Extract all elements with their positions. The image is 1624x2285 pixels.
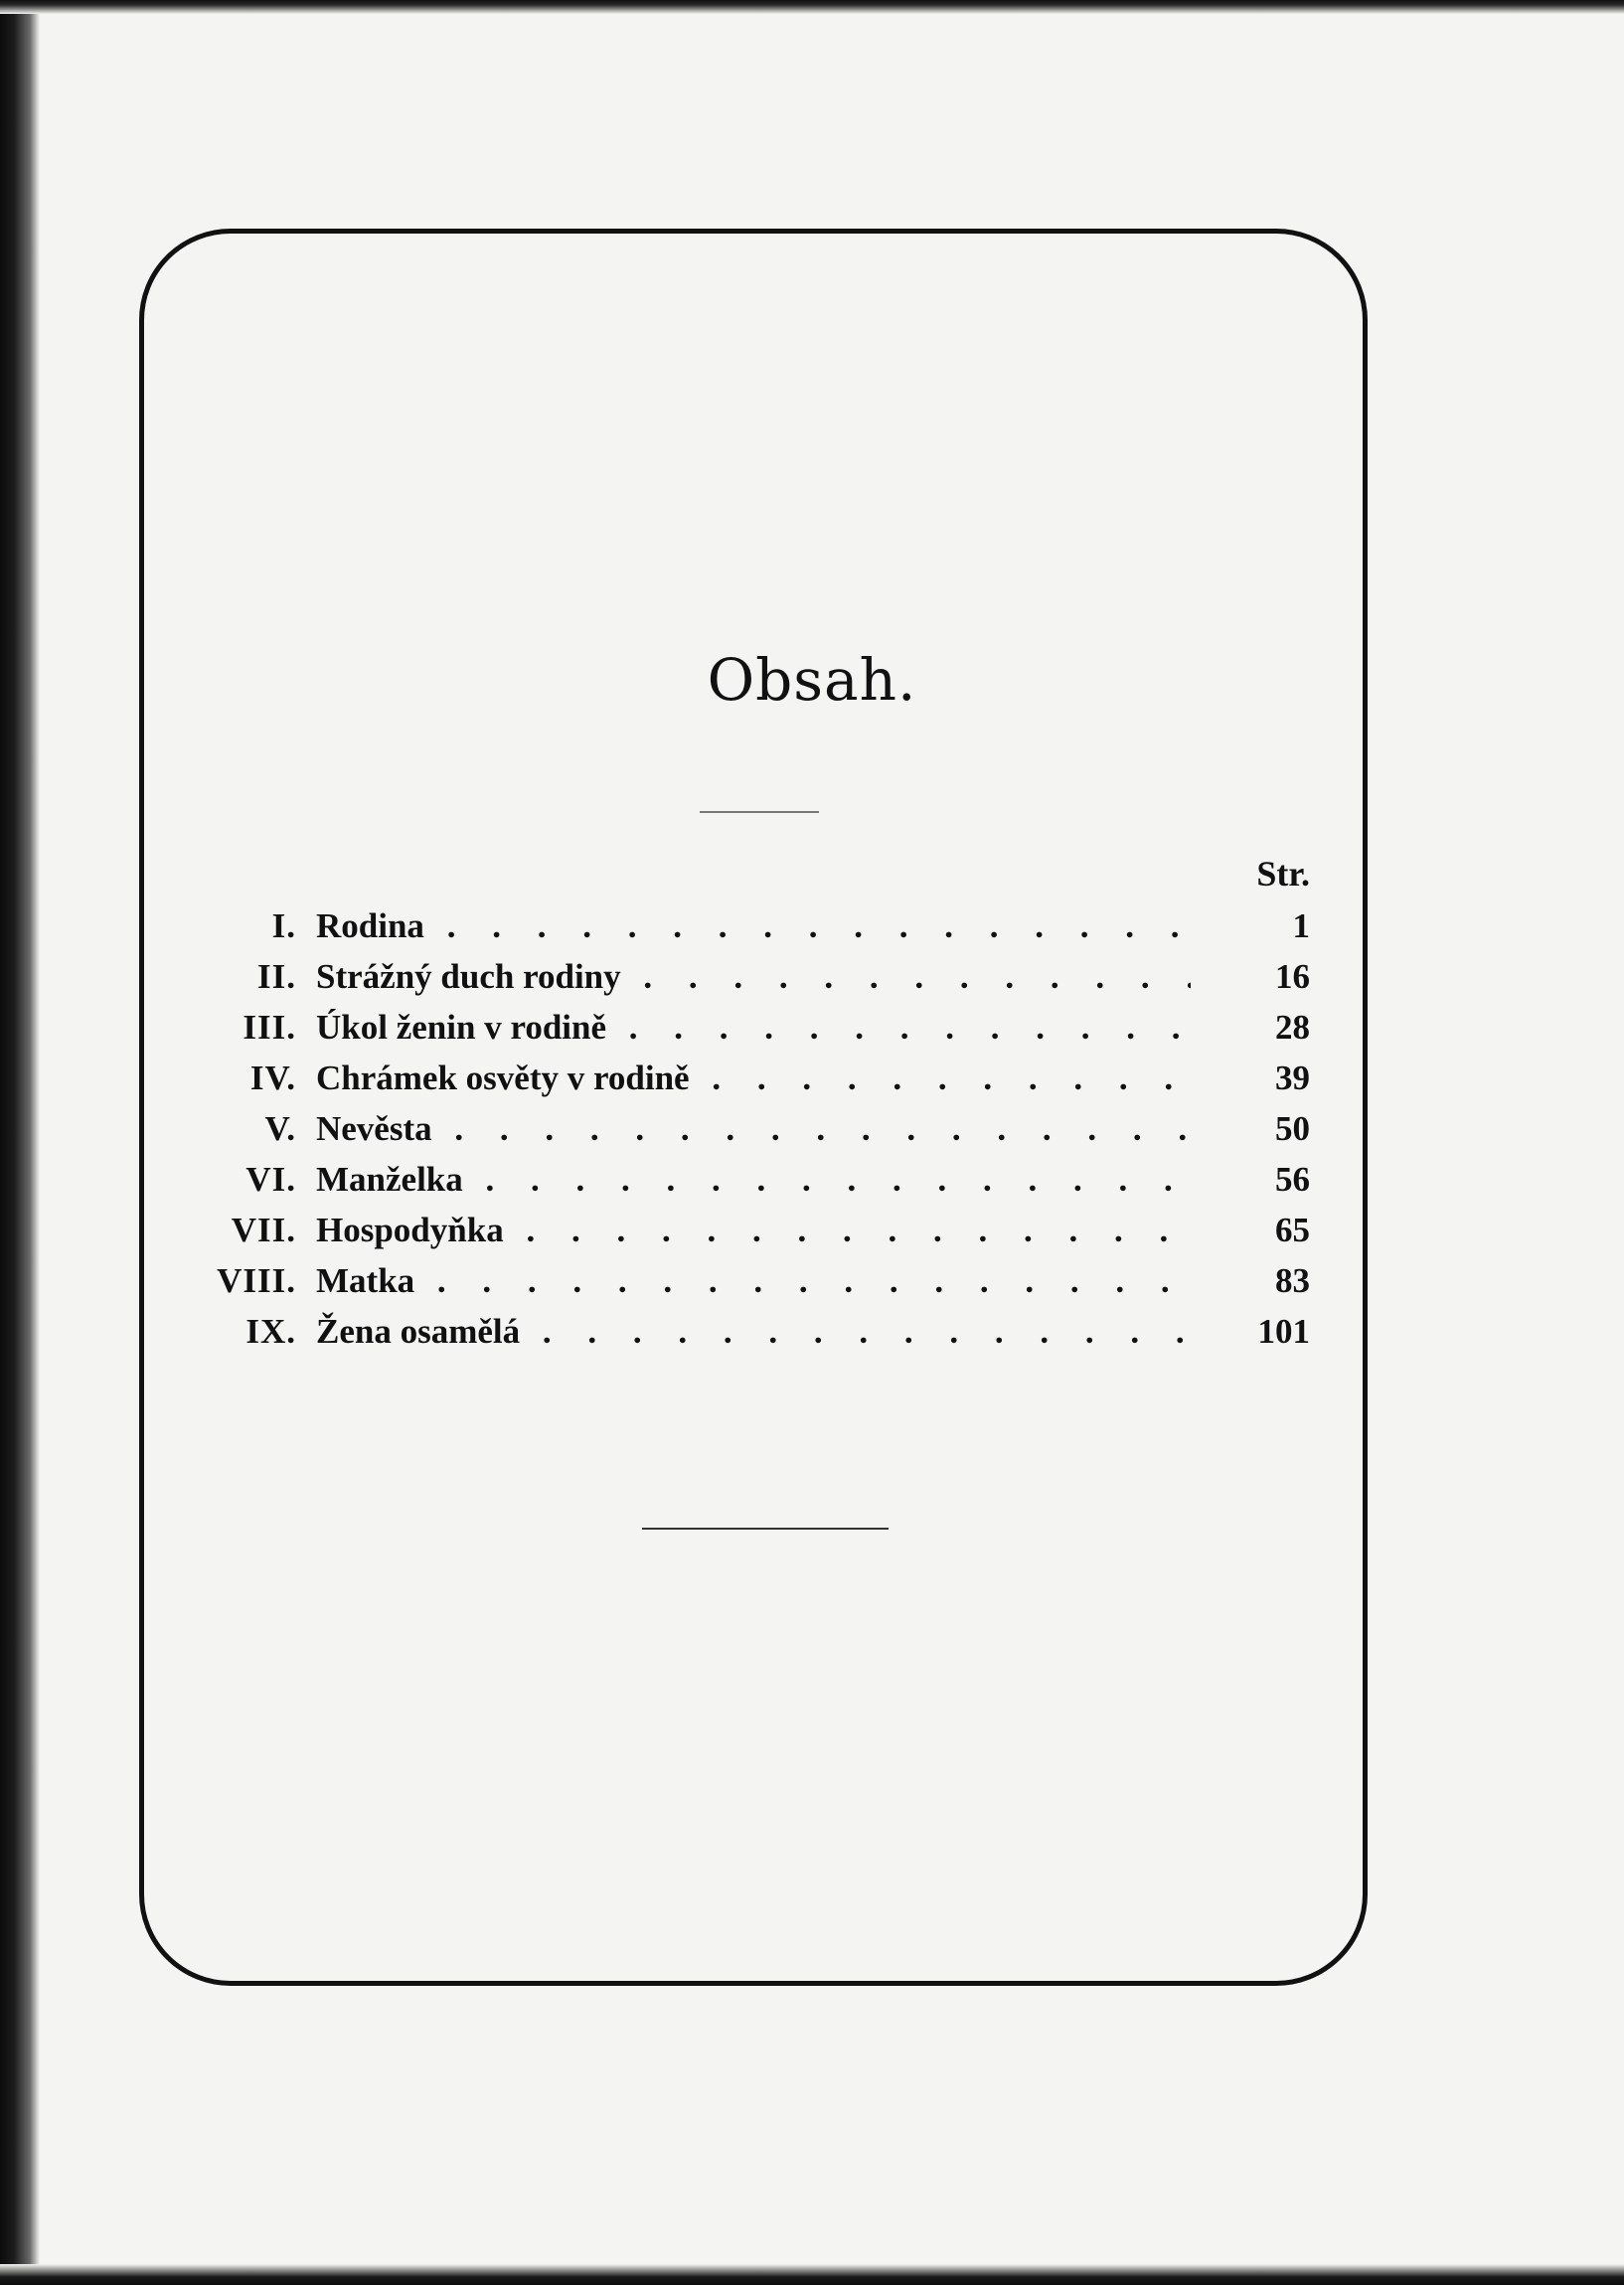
chapter-title: Úkol ženin v rodině . . . [316, 1002, 1191, 1053]
page-column-header: Str. [1256, 854, 1310, 894]
chapter-title: Chrámek osvěty v rodině . . . [316, 1053, 1191, 1103]
toc-entry[interactable] [149, 1002, 1310, 1053]
table-of-contents [149, 900, 1310, 1357]
toc-entry[interactable] [149, 1103, 1310, 1154]
chapter-title: Manželka . . . [316, 1154, 1191, 1205]
chapter-title: Nevěsta . . . [316, 1103, 1191, 1154]
chapter-page: 56 [1275, 1160, 1310, 1199]
top-edge [0, 0, 1624, 14]
chapter-title: Hospodyňka . . . [316, 1205, 1191, 1255]
chapter-page: 101 [1257, 1312, 1310, 1351]
chapter-page: 50 [1275, 1109, 1310, 1148]
toc-entry[interactable] [149, 1306, 1310, 1357]
title-divider [700, 811, 819, 813]
chapter-number: VI. [245, 1160, 296, 1199]
toc-entry[interactable] [149, 951, 1310, 1002]
closing-divider [642, 1528, 889, 1530]
binding-edge [0, 0, 40, 2285]
chapter-number: IX. [245, 1312, 296, 1351]
chapter-page: 39 [1275, 1059, 1310, 1097]
chapter-number: IV. [249, 1059, 296, 1097]
chapter-page: 28 [1275, 1008, 1310, 1047]
chapter-number: I. [271, 906, 296, 945]
chapter-title: Žena osamělá . . . [316, 1306, 1191, 1357]
chapter-page: 1 [1292, 906, 1310, 945]
chapter-title: Rodina . . . [316, 900, 1191, 951]
chapter-title: Strážný duch rodiny . . . [316, 951, 1191, 1002]
toc-entry[interactable] [149, 1255, 1310, 1306]
chapter-page: 65 [1275, 1211, 1310, 1249]
bottom-edge [0, 2264, 1624, 2285]
chapter-page: 83 [1275, 1261, 1310, 1300]
chapter-number: III. [243, 1008, 296, 1047]
toc-entry[interactable] [149, 900, 1310, 951]
toc-entry[interactable] [149, 1205, 1310, 1255]
toc-entry[interactable] [149, 1154, 1310, 1205]
toc-entry[interactable] [149, 1053, 1310, 1103]
chapter-number: VII. [231, 1211, 296, 1249]
chapter-title: Matka . . . [316, 1255, 1191, 1306]
chapter-number: II. [257, 957, 296, 996]
chapter-page: 16 [1275, 957, 1310, 996]
page-title: Obsah. [707, 646, 917, 714]
chapter-number: V. [264, 1109, 296, 1148]
chapter-number: VIII. [217, 1261, 296, 1300]
